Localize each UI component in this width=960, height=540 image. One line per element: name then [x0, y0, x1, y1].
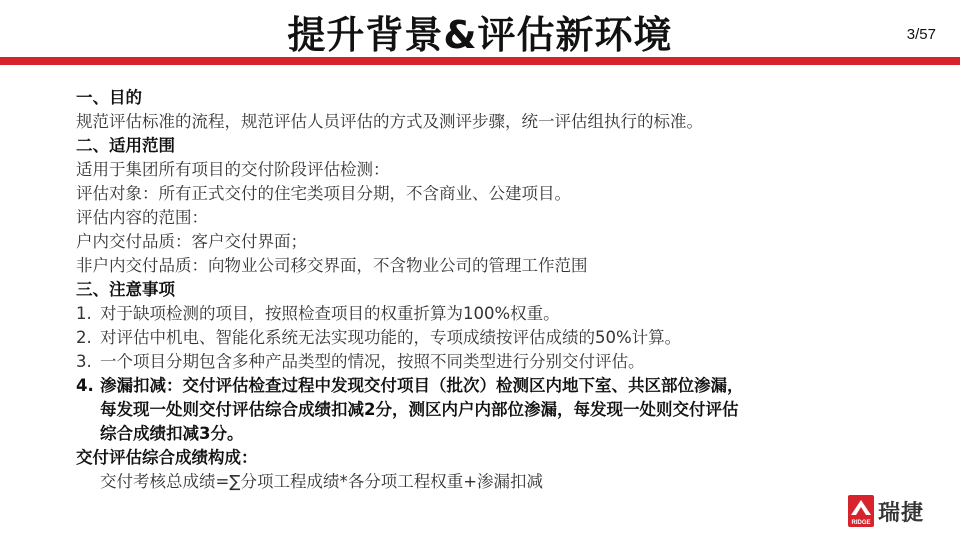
page-number: 3/57 — [906, 26, 936, 43]
section-heading-purpose: 一、目的 — [76, 88, 142, 107]
page-title: 提升背景&评估新环境 — [287, 13, 673, 57]
note-text — [100, 374, 906, 446]
slide-content — [76, 86, 906, 494]
section-heading-notes: 三、注意事项 — [76, 280, 175, 299]
section-heading-composition: 交付评估综合成绩构成： — [76, 448, 258, 467]
note-item — [76, 302, 906, 326]
note-text: 一个项目分期包含多种产品类型的情况，按照不同类型进行分别交付评估。 — [100, 352, 645, 371]
note-text-line: 渗漏扣减：交付评估检查过程中发现交付项目（批次）检测区内地下室、共区部位渗漏， — [100, 376, 744, 395]
note-text-line: 综合成绩扣减3分。 — [100, 424, 244, 443]
note-text-line: 每发现一处则交付评估综合成绩扣减2分，测区内户内部位渗漏，每发现一处则交付评估 — [100, 400, 739, 419]
note-number: 1. — [76, 304, 92, 323]
note-item — [76, 374, 906, 446]
title-underline-bar — [0, 57, 960, 65]
note-text: 对于缺项检测的项目，按照检查项目的权重折算为100%权重。 — [100, 304, 560, 323]
brand-name: 瑞捷 — [878, 500, 925, 526]
note-item — [76, 326, 906, 350]
note-number: 2. — [76, 328, 92, 347]
scope-line: 评估对象：所有正式交付的住宅类项目分期，不含商业、公建项目。 — [76, 184, 571, 203]
note-number: 3. — [76, 352, 92, 371]
scope-line: 户内交付品质：客户交付界面； — [76, 232, 307, 251]
note-item — [76, 350, 906, 374]
logo-mark-text: RIDGE — [851, 520, 871, 526]
composition-formula: 交付考核总成绩=∑分项工程成绩*各分项工程权重+渗漏扣减 — [100, 472, 544, 491]
note-number: 4. — [76, 376, 94, 395]
ridge-logo-icon — [848, 495, 874, 527]
purpose-text: 规范评估标准的流程，规范评估人员评估的方式及测评步骤，统一评估组执行的标准。 — [76, 112, 703, 131]
section-heading-scope: 二、适用范围 — [76, 136, 175, 155]
note-text: 对评估中机电、智能化系统无法实现功能的，专项成绩按评估成绩的50%计算。 — [100, 328, 682, 347]
scope-line: 评估内容的范围： — [76, 208, 208, 227]
company-logo — [848, 494, 924, 528]
scope-line: 适用于集团所有项目的交付阶段评估检测： — [76, 160, 390, 179]
scope-line: 非户内交付品质：向物业公司移交界面，不含物业公司的管理工作范围 — [76, 256, 588, 275]
